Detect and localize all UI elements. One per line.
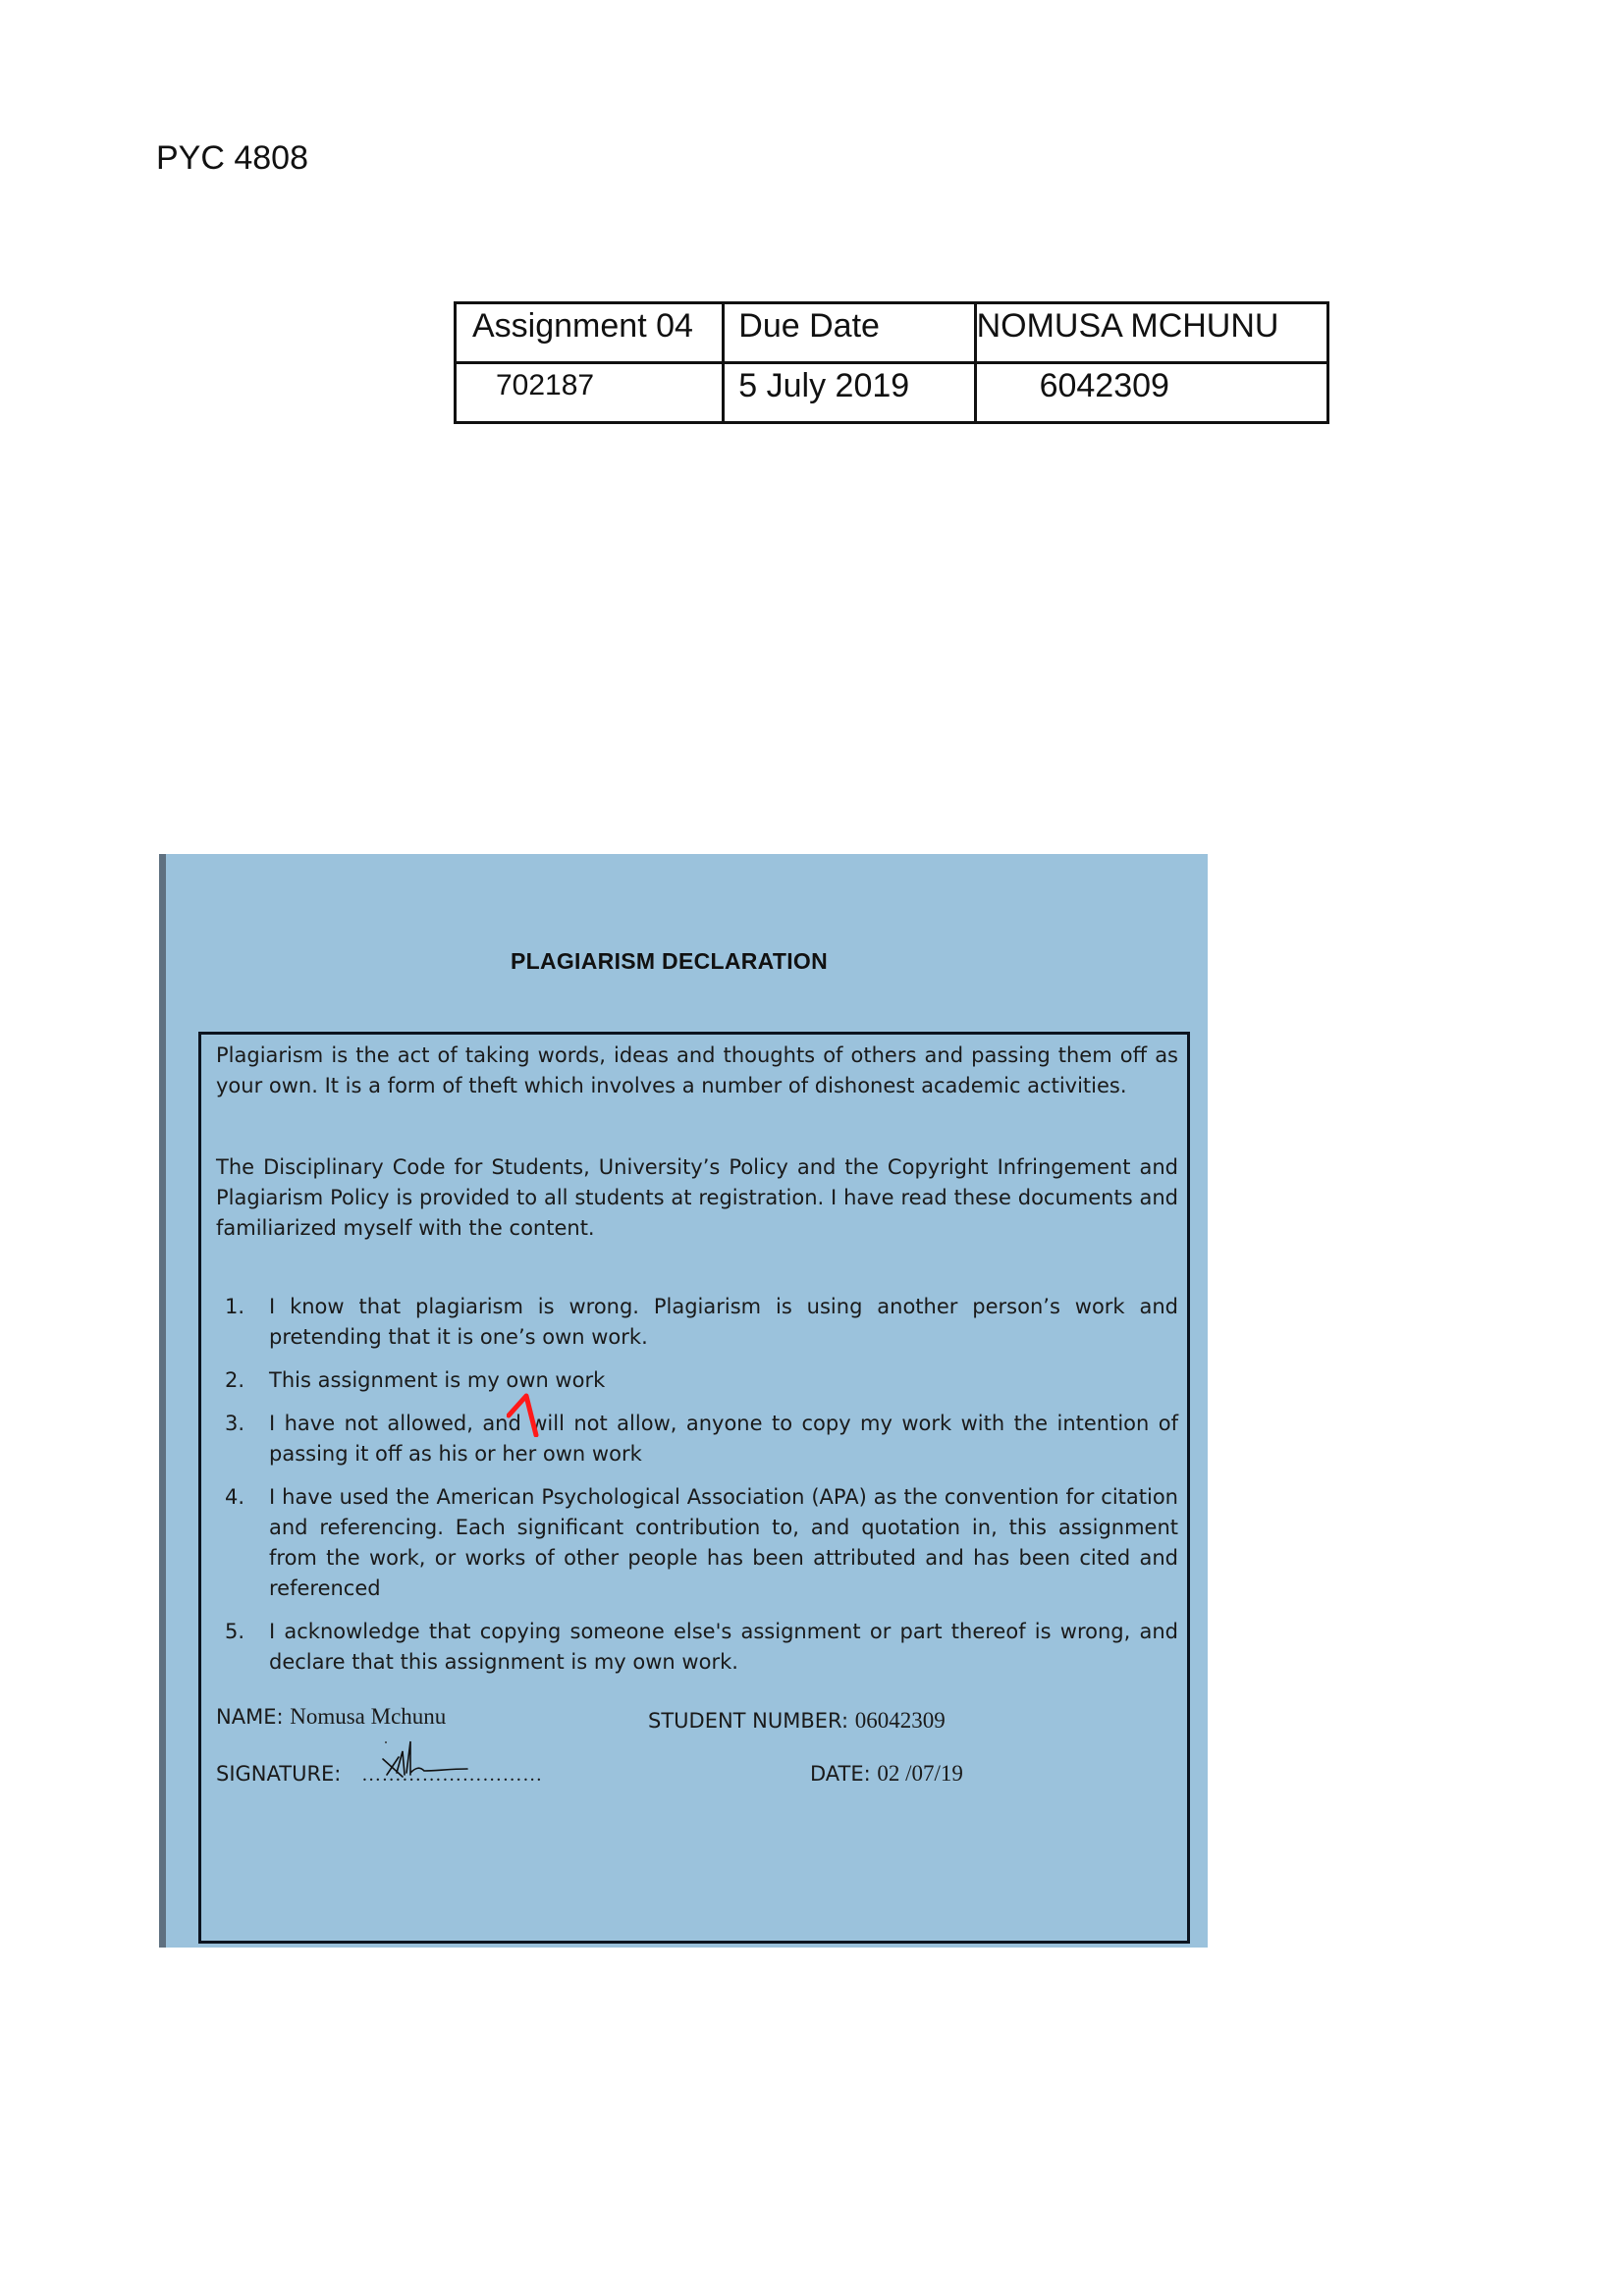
table-cell (975, 303, 1327, 363)
list-item (216, 1365, 1178, 1396)
list-item (216, 1617, 1178, 1678)
list-number: 4. (225, 1485, 245, 1509)
signature-field (216, 1759, 543, 1789)
name-label: NAME: (216, 1705, 284, 1729)
table-cell (724, 303, 975, 363)
list-item-text: I acknowledge that copying someone else's assignment or part thereof is wrong, and declare that this assignment is my own work. (269, 1620, 1178, 1674)
plagiarism-declaration-panel (159, 854, 1208, 1948)
declaration-intro-paragraph: Plagiarism is the act of taking words, ideas and thoughts of others and passing them off as your own. It is a form of theft which involves a number of dishonest academic activities. (216, 1043, 1178, 1097)
table-cell (456, 303, 724, 363)
unique-assignment-number: 702187 (496, 369, 595, 401)
red-caret-annotation-icon (507, 1392, 546, 1437)
date-value: 02 /07/19 (877, 1761, 963, 1786)
list-number: 1. (225, 1295, 245, 1318)
declaration-title: PLAGIARISM DECLARATION (510, 948, 829, 974)
due-date-value: 5 July 2019 (738, 367, 910, 404)
list-item-text: I have used the American Psychological Association (APA) as the convention for citation and referencing. Each significant contribution to, and quotation in, this assignment from the work, or works of other people has been attributed and has been cited and referenced (269, 1485, 1178, 1600)
declaration-box (198, 1032, 1190, 1944)
list-item-text: This assignment is my own work (269, 1368, 606, 1392)
date-label: DATE: (810, 1762, 871, 1786)
name-value: Nomusa Mchunu (290, 1704, 447, 1729)
date-field (810, 1759, 963, 1789)
table-cell (975, 363, 1327, 423)
student-number-value: 06042309 (854, 1708, 946, 1733)
due-date-label: Due Date (738, 307, 880, 345)
list-item (216, 1292, 1178, 1353)
course-code: PYC 4808 (156, 139, 308, 177)
list-item (216, 1482, 1178, 1604)
signature-label: SIGNATURE: (216, 1762, 342, 1786)
list-number: 5. (225, 1620, 245, 1643)
declaration-intro-paragraph: The Disciplinary Code for Students, University’s Policy and the Copyright Infringement and Plagiarism Policy is provided to all students at registration. I have read these documents and familiarized myself with the content. (216, 1155, 1178, 1240)
name-field (216, 1702, 446, 1732)
list-item (216, 1409, 1178, 1469)
student-number: 6042309 (1039, 367, 1169, 404)
table-row (456, 363, 1328, 423)
student-name: NOMUSA MCHUNU (976, 307, 1279, 345)
assignment-info-table (454, 301, 1329, 424)
handwritten-signature-icon (381, 1737, 469, 1787)
list-number: 3. (225, 1412, 245, 1435)
list-item-text: I have not allowed, and will not allow, anyone to copy my work with the intention of passing it off as his or her own work (269, 1412, 1178, 1466)
table-cell (724, 363, 975, 423)
signature-line: ……………………… (361, 1764, 543, 1786)
declaration-statements (216, 1292, 1178, 1690)
list-item-text: I know that plagiarism is wrong. Plagiarism is using another person’s work and pretending that it is one’s own work. (269, 1295, 1178, 1349)
assignment-number-label: Assignment 04 (472, 307, 693, 345)
list-number: 2. (225, 1368, 245, 1392)
table-row (456, 303, 1328, 363)
student-number-field (648, 1706, 946, 1735)
student-number-label: STUDENT NUMBER: (648, 1709, 849, 1733)
table-cell (456, 363, 724, 423)
